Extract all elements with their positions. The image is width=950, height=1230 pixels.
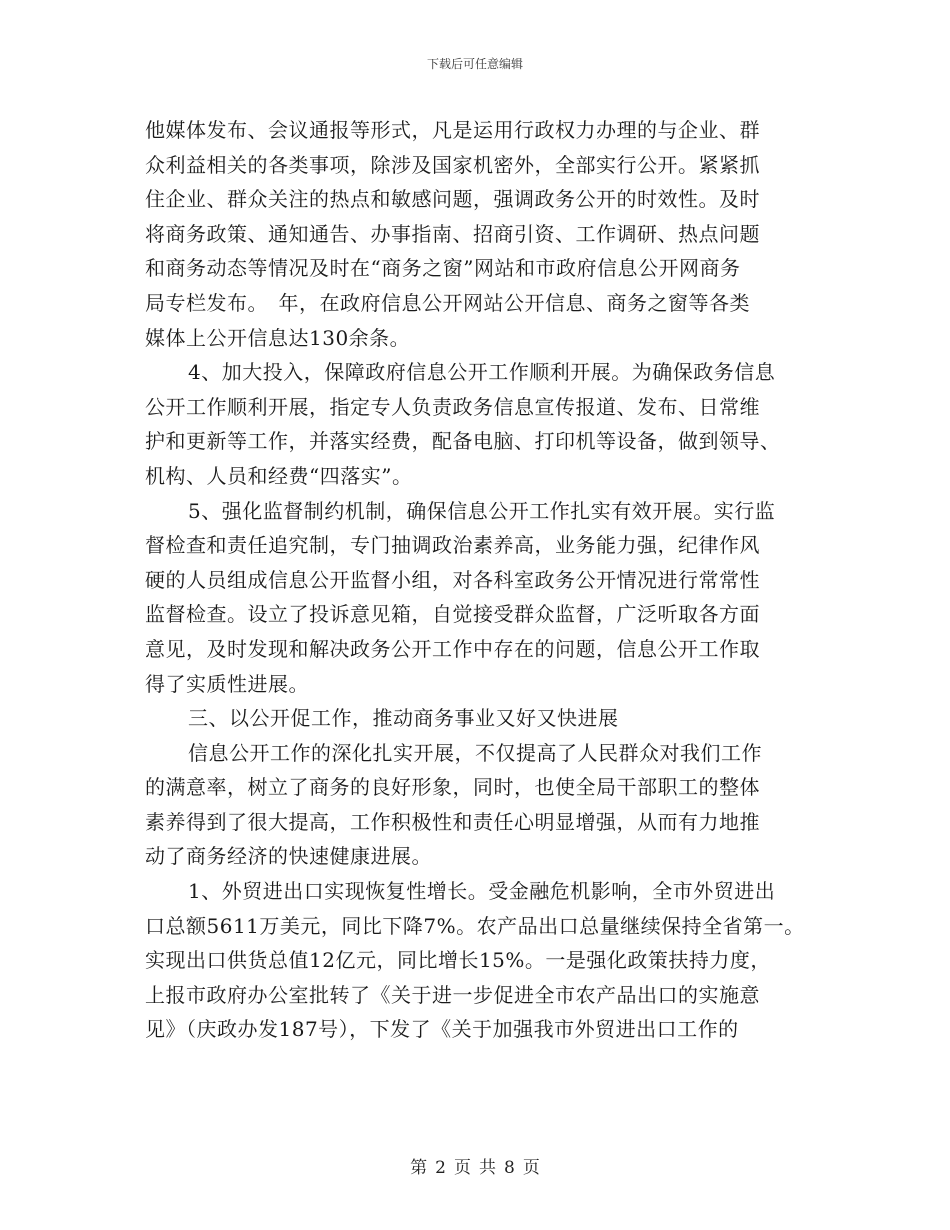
text-line: 监督检查。设立了投诉意见箱，自觉接受群众监督，广泛听取各方面: [145, 602, 760, 627]
text-line: 得了实质性进展。: [145, 671, 309, 696]
text-line: 局专栏发布。 年，在政府信息公开网站公开信息、商务之窗等各类: [145, 290, 750, 315]
text-line: 众利益相关的各类事项，除涉及国家机密外，全部实行公开。紧紧抓: [145, 152, 760, 177]
text-line: 意见，及时发现和解决政务公开工作中存在的问题，信息公开工作取: [145, 636, 760, 661]
page-header: 下载后可任意编辑: [426, 57, 523, 71]
footer-total-pages: 8: [504, 1158, 515, 1178]
text-line: 和商务动态等情况及时在“商务之窗”网站和市政府信息公开网商务: [145, 256, 741, 281]
text-line: 上报市政府办公室批转了《关于进一步促进全市农产品出口的实施意: [145, 982, 760, 1007]
text-line: 口总额5611万美元，同比下降7%。农产品出口总量继续保持全省第一。: [145, 913, 805, 938]
text-line: 督检查和责任追究制，专门抽调政治素养高，业务能力强，纪律作风: [145, 533, 760, 558]
text-line: 护和更新等工作，并落实经费，配备电脑、打印机等设备，做到领导、: [145, 429, 781, 454]
text-line: 见》（庆政办发187号），下发了《关于加强我市外贸进出口工作的: [145, 1017, 739, 1042]
footer-prefix: 第: [410, 1158, 428, 1178]
text-line: 1、外贸进出口实现恢复性增长。受金融危机影响，全市外贸进出: [188, 879, 776, 904]
text-line: 媒体上公开信息达130余条。: [145, 325, 411, 350]
text-line: 住企业、群众关注的热点和敏感问题，强调政务公开的时效性。及时: [145, 187, 760, 212]
text-line: 4、加大投入，保障政府信息公开工作顺利开展。为确保政务信息: [188, 360, 776, 385]
text-line: 硬的人员组成信息公开监督小组，对各科室政务公开情况进行常常性: [145, 567, 760, 592]
footer-page-number: 2: [435, 1158, 446, 1178]
text-line: 将商务政策、通知通告、办事指南、招商引资、工作调研、热点问题: [145, 221, 760, 246]
page-footer: [0, 1153, 950, 1178]
text-line: 他媒体发布、会议通报等形式，凡是运用行政权力办理的与企业、群: [145, 118, 760, 142]
text-line: 5、强化监督制约机制，确保信息公开工作扎实有效开展。实行监: [188, 498, 776, 523]
text-line: 三、以公开促工作，推动商务事业又好又快进展: [188, 706, 619, 731]
document-body: [145, 113, 830, 1047]
text-line: 的满意率，树立了商务的良好形象，同时，也使全局干部职工的整体: [145, 775, 760, 800]
footer-suffix: 页: [522, 1158, 540, 1178]
text-line: 信息公开工作的深化扎实开展，不仅提高了人民群众对我们工作: [188, 740, 762, 765]
text-line: 动了商务经济的快速健康进展。: [145, 844, 432, 869]
footer-page-label: 页: [454, 1158, 471, 1178]
footer-total-prefix: 共: [479, 1158, 496, 1178]
text-line: 机构、人员和经费“四落实”。: [145, 463, 413, 488]
text-line: 素养得到了很大提高，工作积极性和责任心明显增强，从而有力地推: [145, 809, 760, 834]
text-line: 公开工作顺利开展，指定专人负责政务信息宣传报道、发布、日常维: [145, 394, 760, 419]
text-line: 实现出口供货总值12亿元，同比增长15%。一是强化政策扶持力度，: [145, 948, 771, 973]
